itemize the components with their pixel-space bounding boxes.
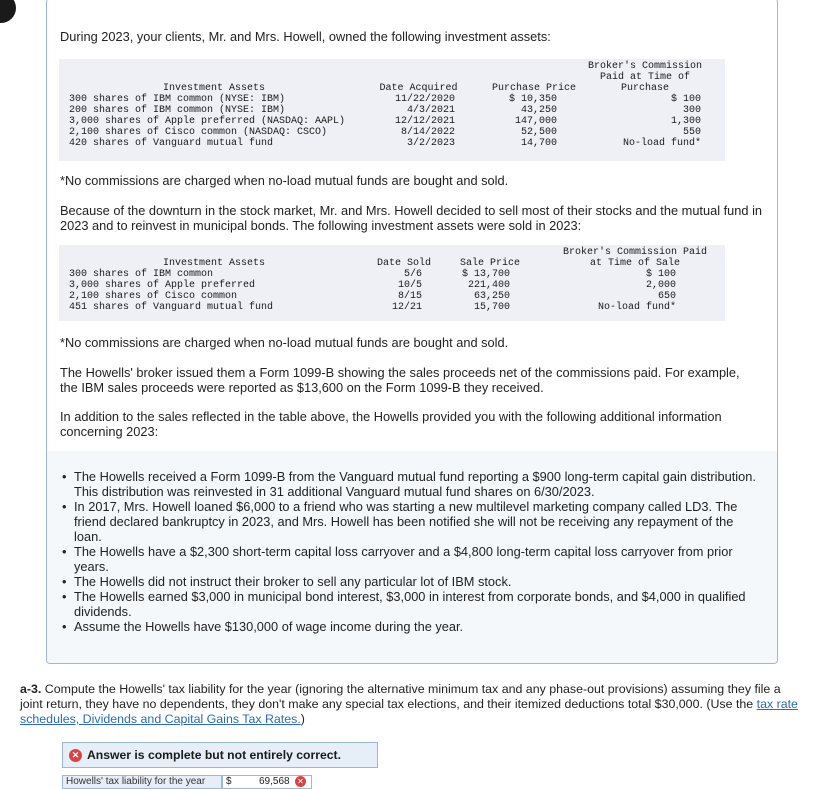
table1-header-assets: Investment Assets xyxy=(162,83,266,94)
table1-row-asset: 200 shares of IBM common (NYSE: IBM) xyxy=(69,105,286,116)
table1-row-price: 52,500 xyxy=(520,127,557,138)
table2-row-date: 12/21 xyxy=(391,302,422,313)
table1-row-date: 4/3/2021 xyxy=(406,105,455,116)
table1-row-commission: 300 xyxy=(682,105,701,116)
table2-row-price: 15,700 xyxy=(473,302,510,313)
table1-row-asset: 420 shares of Vanguard mutual fund xyxy=(69,138,274,149)
table2-row-date: 8/15 xyxy=(397,291,422,302)
footnote-purchase: *No commissions are charged when no-load mutual funds are bought and sold. xyxy=(60,173,509,188)
list-item: • In 2017, Mrs. Howell loaned $6,000 to a friend who was starting a new multilevel marketing company called LD3. The friend declared bankruptcy in 2023, and Mrs. Howell has been notified she will not be receiving any repayment of the loan. xyxy=(62,499,738,544)
list-item: • The Howells did not instruct their broker to sell any particular lot of IBM stock. xyxy=(62,574,512,589)
table2-row-asset: 2,100 shares of Cisco common xyxy=(69,291,238,302)
list-item: • The Howells received a Form 1099-B from the Vanguard mutual fund reporting a $900 long-term capital gain distribution. This distribution was reinvested in 31 additional Vanguard mutual fund shares on 6/30/2023. xyxy=(62,469,756,499)
table1-row-date: 12/12/2021 xyxy=(394,116,455,127)
table2-row-date: 10/5 xyxy=(397,280,422,291)
table1-row-commission: No-load fund* xyxy=(622,138,701,149)
table1-header-commission-3: Purchase xyxy=(620,83,669,94)
list-item: • The Howells earned $3,000 in municipal bond interest, $3,000 in interest from corporate bonds, and $4,000 in qualified dividends. xyxy=(62,589,746,619)
table1-header-commission-2: Paid at Time of xyxy=(599,72,690,83)
downturn-paragraph: Because of the downturn in the stock market, Mr. and Mrs. Howell decided to sell most of their stocks and the mutual fund in 2023 and to reinvest in municipal bonds. The following investment assets were sold in 2023: xyxy=(60,203,763,233)
sold-assets-table xyxy=(59,245,725,321)
table1-row-commission: 1,300 xyxy=(670,116,701,127)
intro-text: During 2023, your clients, Mr. and Mrs. Howell, owned the following investment assets: xyxy=(60,29,551,44)
question-text: Compute the Howells' tax liability for the year (ignoring the alternative minimum tax and any phase-out provisions) assuming they file a joint return, they have no dependents, they don't make any special tax elections, and their itemized deductions total $30,000. (Use the xyxy=(20,682,781,711)
table2-row-commission: No-load fund* xyxy=(597,302,676,313)
table2-row-commission: 650 xyxy=(657,291,676,302)
table2-row-date: 5/6 xyxy=(403,269,422,280)
table1-row-commission: 550 xyxy=(682,127,701,138)
table1-row-price: 43,250 xyxy=(520,105,557,116)
table1-row-date: 8/14/2022 xyxy=(400,127,455,138)
table2-header-price: Sale Price xyxy=(459,258,520,269)
table2-row-price: $ 13,700 xyxy=(461,269,510,280)
table1-row-commission: $ 100 xyxy=(670,94,701,105)
table2-header-commission-1: Broker's Commission Paid xyxy=(562,247,708,258)
additional-info-paragraph: In addition to the sales reflected in the table above, the Howells provided you with the following additional information concerning 2023: xyxy=(60,409,722,439)
table1-row-asset: 300 shares of IBM common (NYSE: IBM) xyxy=(69,94,286,105)
table2-row-asset: 451 shares of Vanguard mutual fund xyxy=(69,302,274,313)
list-item: • Assume the Howells have $130,000 of wage income during the year. xyxy=(62,619,464,634)
step-indicator xyxy=(0,0,16,23)
answer-row xyxy=(62,775,312,789)
error-x-icon: ✕ xyxy=(69,749,82,762)
error-x-icon: ✕ xyxy=(295,776,306,787)
additional-info-list xyxy=(60,469,760,634)
table2-header-commission-2: at Time of Sale xyxy=(589,258,680,269)
list-item: • The Howells have a $2,300 short-term capital loss carryover and a $4,800 long-term capital loss carryover from prior years. xyxy=(62,544,733,574)
answer-row-label: Howells' tax liability for the year xyxy=(62,775,222,789)
table2-row-price: 221,400 xyxy=(467,280,510,291)
acquired-assets-table xyxy=(59,59,725,161)
table1-header-price: Purchase Price xyxy=(491,83,576,94)
table1-row-price: $ 10,350 xyxy=(508,94,557,105)
table2-row-commission: $ 100 xyxy=(645,269,676,280)
table1-row-price: 147,000 xyxy=(514,116,557,127)
tax-liability-value: 69,568 xyxy=(259,776,290,787)
answer-status-banner xyxy=(62,742,378,768)
question-a3: a-3. Compute the Howells' tax liability for the year (ignoring the alternative minimum tax and any phase-out provisions) assuming they file a joint return, they have no dependents, they don't make any special tax elections, and their itemized deductions total $30,000. (Use the tax rate schedules, Dividends and Capital Gains Tax Rates.) xyxy=(20,682,798,726)
table2-header-assets: Investment Assets xyxy=(162,258,266,269)
footnote-sale: *No commissions are charged when no-load mutual funds are bought and sold. xyxy=(60,335,509,350)
table1-header-date: Date Acquired xyxy=(379,83,458,94)
tax-rate-schedules-link[interactable]: tax rate schedules, Dividends and Capital Gains Tax Rates. xyxy=(20,697,798,726)
question-label: a-3. xyxy=(20,682,42,696)
table2-row-commission: 2,000 xyxy=(645,280,676,291)
form-1099b-paragraph: The Howells' broker issued them a Form 1099-B showing the sales proceeds net of the commissions paid. For example, the IBM sales proceeds were reported as $13,600 on the Form 1099-B they received. xyxy=(60,365,740,395)
table1-row-date: 3/2/2023 xyxy=(406,138,455,149)
table1-row-asset: 3,000 shares of Apple preferred (NASDAQ: AAPL) xyxy=(69,116,346,127)
currency-symbol: $ xyxy=(226,776,232,787)
table2-header-date: Date Sold xyxy=(376,258,431,269)
table2-row-price: 63,250 xyxy=(473,291,510,302)
table1-header-commission-1: Broker's Commission xyxy=(587,61,703,72)
question-card xyxy=(46,0,778,664)
table2-row-asset: 300 shares of IBM common xyxy=(69,269,214,280)
table1-row-price: 14,700 xyxy=(520,138,557,149)
tax-liability-input[interactable] xyxy=(222,775,312,789)
table1-row-date: 11/22/2020 xyxy=(394,94,455,105)
table2-row-asset: 3,000 shares of Apple preferred xyxy=(69,280,256,291)
answer-status-text: Answer is complete but not entirely correct. xyxy=(87,748,341,762)
table1-row-asset: 2,100 shares of Cisco common (NASDAQ: CSCO) xyxy=(69,127,328,138)
